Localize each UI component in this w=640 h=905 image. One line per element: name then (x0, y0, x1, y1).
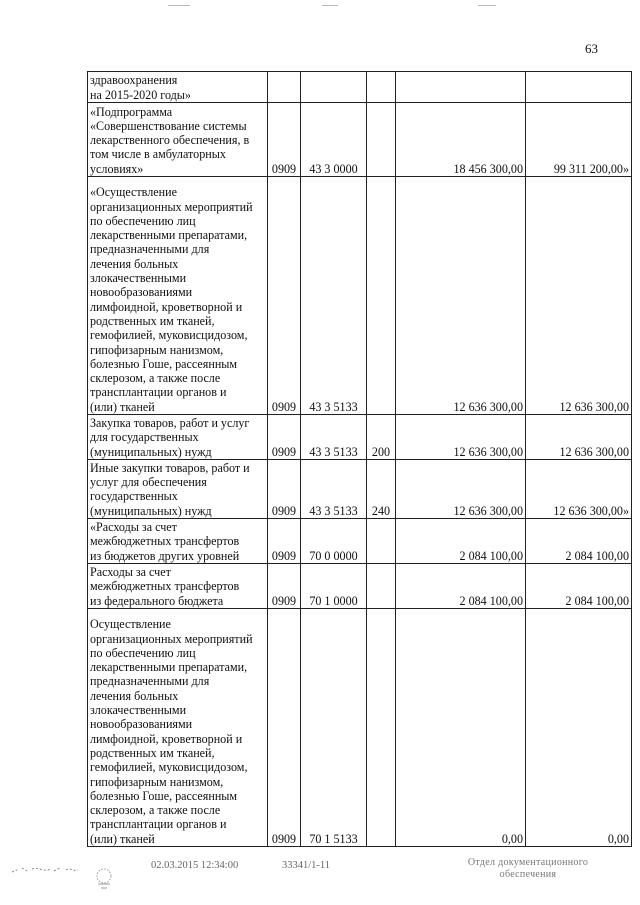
sum-2015 (396, 72, 526, 103)
sum-2015: 18 456 300,00 (396, 103, 526, 177)
expense-type-code (367, 103, 396, 177)
sum-total: 99 311 200,00» (526, 103, 632, 177)
section-code: 0909 (268, 103, 301, 177)
section-code: 0909 (268, 609, 301, 847)
sum-2015: 12 636 300,00 (396, 415, 526, 460)
stamp-scribble-icon (8, 858, 128, 892)
row-name: Осуществление организационных мероприятий по обеспечению лиц лекарственными препаратами, предназначенными для лечения больных злокачественными новообразованиями лимфоидной, кроветворной и родственных им тканей, гемофилией, муковисцидозом, гипофизарным нанизмом, болезнью Гоше, рассеянным склерозом, а также после трансплантации органов и (или) тканей (88, 609, 268, 847)
sum-total: 12 636 300,00 (526, 415, 632, 460)
expense-type-code: 240 (367, 460, 396, 519)
sum-total (526, 72, 632, 103)
table-row (88, 177, 632, 415)
target-code: 70 0 0000 (301, 519, 367, 564)
sum-2015: 12 636 300,00 (396, 177, 526, 415)
target-code (301, 72, 367, 103)
row-name: Закупка товаров, работ и услуг для государственных (муниципальных) нужд (88, 415, 268, 460)
sum-total: 12 636 300,00» (526, 460, 632, 519)
target-code: 43 3 5133 (301, 177, 367, 415)
expense-type-code: 200 (367, 415, 396, 460)
expense-type-code (367, 177, 396, 415)
footer-datetime: 02.03.2015 12:34:00 (151, 860, 239, 871)
sum-2015: 2 084 100,00 (396, 564, 526, 609)
footer-document-code: 33341/1-11 (282, 860, 331, 871)
sum-total: 0,00 (526, 609, 632, 847)
footer-department: Отдел документационного обеспечения (467, 857, 589, 880)
row-name: «Осуществление организационных мероприятий по обеспечению лиц лекарственными препаратами, предназначенными для лечения больных злокачественными новообразованиями лимфоидной, кроветворной и родственных им тканей, гемофилией, муковисцидозом, гипофизарным нанизмом, болезнью Гоше, рассеянным склерозом, а также после трансплантации органов и (или) тканей (88, 177, 268, 415)
expense-type-code (367, 72, 396, 103)
table-row (88, 72, 632, 103)
expense-type-code (367, 564, 396, 609)
expense-type-code (367, 519, 396, 564)
table-row (88, 609, 632, 847)
section-code (268, 72, 301, 103)
section-code: 0909 (268, 564, 301, 609)
page-number: 63 (585, 41, 598, 56)
row-name: «Подпрограмма «Совершенствование системы лекарственного обеспечения, в том числе в амбулаторных условиях» (88, 103, 268, 177)
target-code: 43 3 5133 (301, 460, 367, 519)
table-row (88, 103, 632, 177)
target-code: 70 1 5133 (301, 609, 367, 847)
table-row (88, 519, 632, 564)
section-code: 0909 (268, 519, 301, 564)
sum-total: 12 636 300,00 (526, 177, 632, 415)
sum-total: 2 084 100,00 (526, 564, 632, 609)
sum-2015: 12 636 300,00 (396, 460, 526, 519)
row-name: Расходы за счет межбюджетных трансфертов из федерального бюджета (88, 564, 268, 609)
expense-type-code (367, 609, 396, 847)
section-code: 0909 (268, 415, 301, 460)
row-name: здравоохранения на 2015-2020 годы» (88, 72, 268, 103)
target-code: 43 3 0000 (301, 103, 367, 177)
section-code: 0909 (268, 177, 301, 415)
table-row (88, 564, 632, 609)
section-code: 0909 (268, 460, 301, 519)
table-row (88, 415, 632, 460)
budget-table (87, 71, 632, 847)
scan-top-marks (0, 0, 640, 10)
row-name: «Расходы за счет межбюджетных трансфертов из бюджетов других уровней (88, 519, 268, 564)
target-code: 70 1 0000 (301, 564, 367, 609)
page-footer (0, 858, 640, 898)
sum-2015: 2 084 100,00 (396, 519, 526, 564)
sum-total: 2 084 100,00 (526, 519, 632, 564)
target-code: 43 3 5133 (301, 415, 367, 460)
sum-2015: 0,00 (396, 609, 526, 847)
table-row (88, 460, 632, 519)
row-name: Иные закупки товаров, работ и услуг для обеспечения государственных (муниципальных) нужд (88, 460, 268, 519)
